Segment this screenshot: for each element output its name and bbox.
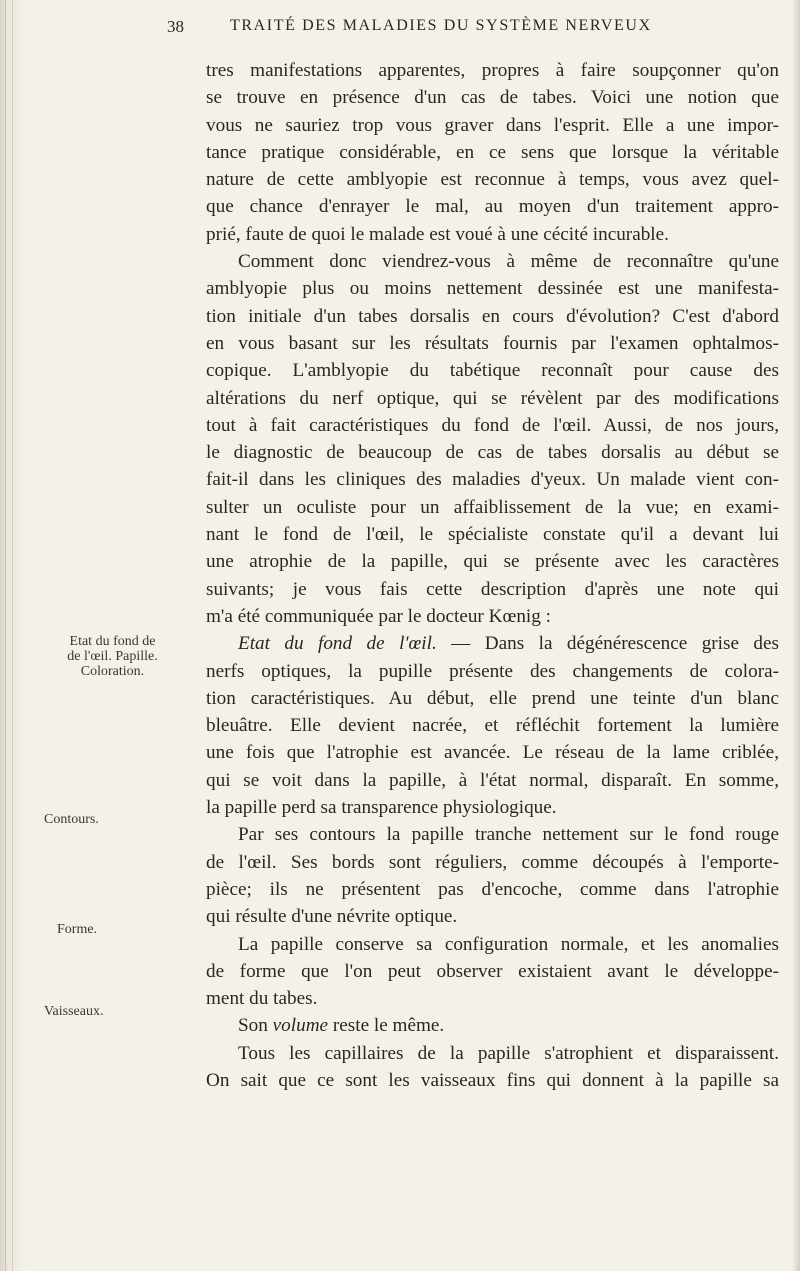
text-line: Par ses contours la papille tranche nettement sur le fond rouge — [238, 824, 779, 846]
italic-word: volume — [272, 1015, 329, 1037]
text-line: qui résulte d'une névrite optique. — [206, 906, 458, 928]
text-line: ment du tabes. — [206, 988, 318, 1010]
text-line: de forme que l'on peut observer existaient avant le développe- — [206, 960, 779, 982]
text-line: une atrophie de la papille, qui se présente avec les caractères — [206, 551, 779, 573]
text-line: Comment donc viendrez-vous à même de reconnaître qu'une — [238, 251, 779, 273]
text-line: tion caractéristiques. Au début, elle prend une teinte d'un blanc — [206, 687, 779, 709]
text-line: copique. L'amblyopie du tabétique reconnaît pour cause des — [206, 360, 779, 382]
margin-note-contours: Contours. — [44, 812, 99, 827]
text-line: le diagnostic de beaucoup de cas de tabes dorsalis au début se — [206, 442, 779, 464]
text-line: tres manifestations apparentes, propres à faire soupçonner qu'on — [206, 60, 779, 81]
text-line: de l'œil. Ses bords sont réguliers, comme découpés à l'emporte- — [206, 851, 779, 873]
text-line: tion initiale d'un tabes dorsalis en cours d'évolution? C'est d'abord — [206, 305, 779, 327]
margin-note-line: Etat du fond de — [69, 634, 156, 649]
text-line: amblyopie plus ou moins nettement dessinée est une manifesta- — [206, 278, 779, 300]
text-line: Tous les capillaires de la papille s'atrophient et disparaissent. — [238, 1042, 779, 1064]
text-line: suivants; je vous fais cette description d'après une note qui — [206, 578, 779, 600]
text-line: sulter un oculiste pour un affaiblissement de la vue; en exami- — [206, 496, 779, 518]
text-line: vous ne sauriez trop vous graver dans l'esprit. Elle a une impor- — [206, 114, 779, 136]
text-line: nant le fond de l'œil, le spécialiste constate qu'il a devant lui — [206, 524, 779, 546]
text-fragment: Son — [238, 1015, 273, 1037]
page-binding-edge — [0, 0, 26, 1271]
page-right-edge — [792, 0, 800, 1271]
text-line: tance pratique considérable, en ce sens que lorsque la véritable — [206, 141, 779, 163]
text-fragment: reste le même. — [328, 1015, 445, 1037]
body-text — [206, 57, 779, 1094]
text-line: qui se voit dans la papille, à l'état normal, disparaît. En somme, — [206, 769, 779, 791]
text-line: nerfs optiques, la pupille présente des changements de colora- — [206, 660, 779, 682]
running-title: TRAITÉ DES MALADIES DU SYSTÈME NERVEUX — [230, 17, 652, 34]
margin-note-vaisseaux: Vaisseaux. — [44, 1004, 104, 1019]
margin-note-fond-oeil — [30, 634, 195, 679]
text-line: nature de cette amblyopie est reconnue à temps, vous avez quel- — [206, 169, 779, 191]
text-line: pièce; ils ne présentent pas d'encoche, comme dans l'atrophie — [206, 878, 779, 900]
text-line: On sait que ce sont les vaisseaux fins qui donnent à la papille sa — [206, 1069, 779, 1091]
text-line: prié, faute de quoi le malade est voué à une cécité incurable. — [206, 223, 669, 245]
text-line: bleuâtre. Elle devient nacrée, et réfléchit fortement la lumière — [206, 715, 779, 737]
text-line — [206, 1012, 779, 1039]
margin-note-forme: Forme. — [57, 922, 98, 937]
page-header — [0, 17, 800, 39]
margin-note-line: Coloration. — [80, 664, 145, 679]
text-line: m'a été communiquée par le docteur Kœnig : — [206, 605, 551, 627]
text-line-section-start — [206, 630, 779, 657]
text-line: en vous basant sur les résultats fournis par l'examen ophtalmos- — [206, 332, 779, 354]
margin-note-line: de l'œil. Papille. — [67, 649, 158, 664]
text-line: La papille conserve sa configuration normale, et les anomalies — [238, 933, 779, 955]
page-number: 38 — [167, 17, 184, 36]
text-line: altérations du nerf optique, qui se révèlent par des modifications — [206, 387, 779, 409]
text-line: que chance d'enrayer le mal, au moyen d'un traitement appro- — [206, 196, 779, 218]
text-line: une fois que l'atrophie est avancée. Le réseau de la lame criblée, — [206, 742, 779, 764]
text-fragment: — Dans la dégénérescence grise des — [436, 633, 779, 655]
section-heading-italic: Etat du fond de l'œil. — [238, 633, 437, 655]
text-line: se trouve en présence d'un cas de tabes. Voici une notion que — [206, 87, 779, 109]
text-line: fait-il dans les cliniques des maladies d'yeux. Un malade vient con- — [206, 469, 779, 491]
text-line: tout à fait caractéristiques du fond de l'œil. Aussi, de nos jours, — [206, 414, 779, 436]
text-line: la papille perd sa transparence physiologique. — [206, 797, 557, 819]
